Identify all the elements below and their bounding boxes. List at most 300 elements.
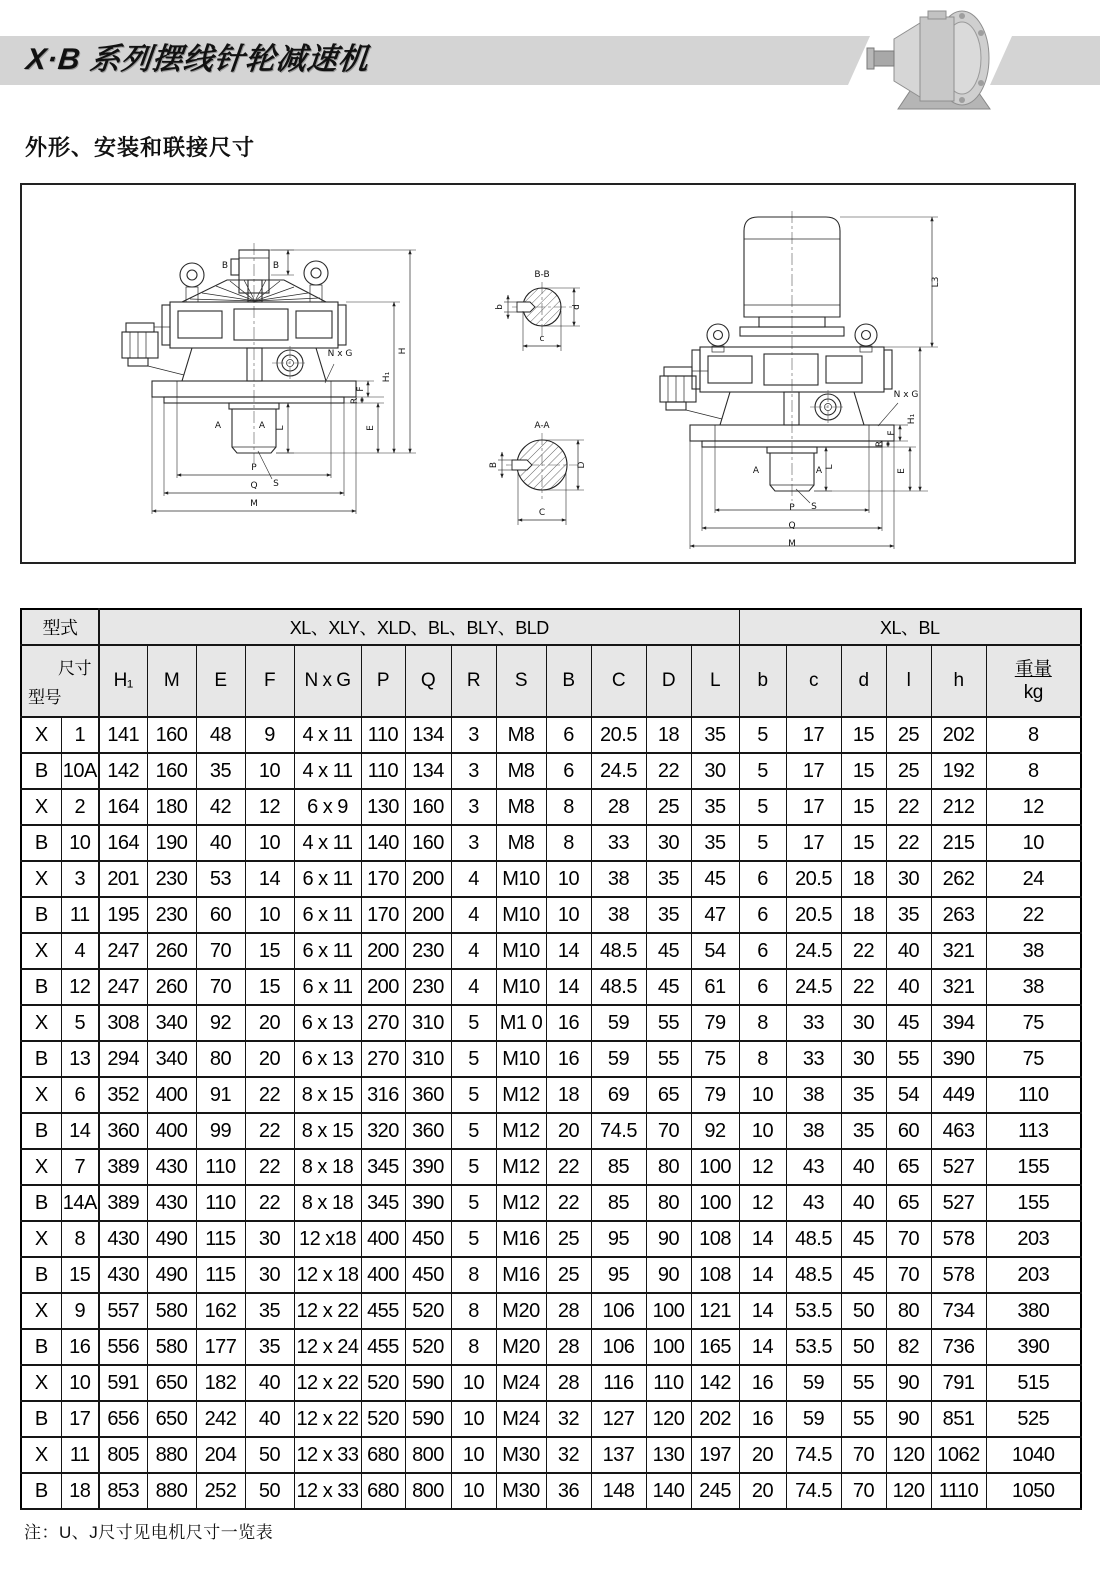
cell: 162 — [196, 1293, 245, 1329]
dim-label: A — [815, 466, 823, 476]
cell: 734 — [931, 1293, 986, 1329]
cell: 30 — [691, 753, 739, 789]
cell: 95 — [591, 1257, 646, 1293]
cell: M12 — [496, 1113, 546, 1149]
cell: 12 x 22 — [294, 1365, 361, 1401]
cell: 24.5 — [786, 969, 841, 1005]
dim-label: Q — [250, 481, 258, 491]
cell: 42 — [196, 789, 245, 825]
cell: 590 — [405, 1365, 451, 1401]
cell: 24 — [986, 861, 1081, 897]
cell: 8 — [451, 1329, 496, 1365]
cell: 45 — [841, 1221, 886, 1257]
cell: 262 — [931, 861, 986, 897]
cell: 40 — [196, 825, 245, 861]
col-header: H₁ — [99, 645, 147, 717]
cell: 215 — [931, 825, 986, 861]
cell: 6 — [739, 933, 786, 969]
cell: M20 — [496, 1293, 546, 1329]
cell: 15 — [841, 753, 886, 789]
footnote: 注：U、J尺寸见电机尺寸一览表 — [24, 1523, 274, 1542]
cell: M10 — [496, 861, 546, 897]
cell: 340 — [147, 1005, 196, 1041]
cell: 30 — [646, 825, 691, 861]
cell: 110 — [361, 753, 405, 789]
cell: 6 — [61, 1077, 99, 1113]
cell: 200 — [361, 969, 405, 1005]
cell: 35 — [245, 1293, 294, 1329]
cell: X — [21, 1149, 61, 1185]
cell: 43 — [786, 1149, 841, 1185]
cell: 180 — [147, 789, 196, 825]
cell: 8 — [739, 1005, 786, 1041]
table-row — [21, 1149, 1081, 1185]
cell: 5 — [451, 1185, 496, 1221]
cell: 390 — [931, 1041, 986, 1077]
cell: 164 — [99, 789, 147, 825]
col-header: D — [646, 645, 691, 717]
dim-label: H₁ — [382, 371, 392, 383]
cell: 202 — [931, 717, 986, 753]
cell: 45 — [646, 933, 691, 969]
cell: 20.5 — [591, 717, 646, 753]
banner-right-stripe — [990, 36, 1100, 85]
table-row — [21, 789, 1081, 825]
cell: 4 x 11 — [294, 717, 361, 753]
dim-label: c — [539, 334, 545, 344]
cell: 853 — [99, 1473, 147, 1509]
cell: M10 — [496, 969, 546, 1005]
cell: 120 — [646, 1401, 691, 1437]
cell: 30 — [886, 861, 931, 897]
cell: 54 — [691, 933, 739, 969]
cell: 18 — [546, 1077, 591, 1113]
table-row — [21, 897, 1081, 933]
cell: 400 — [147, 1077, 196, 1113]
col-header: d — [841, 645, 886, 717]
cell: X — [21, 789, 61, 825]
dim-label: B-B — [534, 270, 550, 280]
cell: M8 — [496, 789, 546, 825]
section-subtitle: 外形、安装和联接尺寸 — [25, 135, 256, 160]
cell: 14 — [739, 1293, 786, 1329]
cell: 113 — [986, 1113, 1081, 1149]
cell: 294 — [99, 1041, 147, 1077]
cell: 48.5 — [591, 969, 646, 1005]
cell: M8 — [496, 825, 546, 861]
cell: 192 — [931, 753, 986, 789]
cell: B — [21, 1473, 61, 1509]
cell: 70 — [196, 969, 245, 1005]
cell: 736 — [931, 1329, 986, 1365]
cell: 6 x 11 — [294, 969, 361, 1005]
cell: 35 — [646, 861, 691, 897]
dim-label: L — [276, 425, 286, 431]
cell: 55 — [646, 1005, 691, 1041]
dim-label: Q — [788, 521, 796, 531]
cell: 120 — [886, 1437, 931, 1473]
cell: 578 — [931, 1221, 986, 1257]
col-header: E — [196, 645, 245, 717]
cell: 32 — [546, 1401, 591, 1437]
cell: 450 — [405, 1257, 451, 1293]
cell: 5 — [451, 1005, 496, 1041]
cell: 360 — [99, 1113, 147, 1149]
cell: B — [21, 1329, 61, 1365]
cell: 38 — [591, 897, 646, 933]
cell: 308 — [99, 1005, 147, 1041]
cell: 95 — [591, 1221, 646, 1257]
dim-label: F — [887, 430, 897, 436]
cell: 30 — [245, 1221, 294, 1257]
cell: 455 — [361, 1293, 405, 1329]
table-row — [21, 861, 1081, 897]
cell: 38 — [986, 969, 1081, 1005]
cell: 800 — [405, 1437, 451, 1473]
cell: 30 — [841, 1041, 886, 1077]
dim-label: B — [272, 261, 280, 271]
cell: 5 — [739, 825, 786, 861]
cell: 263 — [931, 897, 986, 933]
cell: 12 — [986, 789, 1081, 825]
table-row — [21, 825, 1081, 861]
cell: 70 — [841, 1473, 886, 1509]
cell: 14 — [739, 1221, 786, 1257]
cell: 53 — [196, 861, 245, 897]
cell: 4 — [451, 933, 496, 969]
cell: 74.5 — [786, 1437, 841, 1473]
cell: 36 — [546, 1473, 591, 1509]
cell: 14 — [739, 1257, 786, 1293]
cell: 316 — [361, 1077, 405, 1113]
cell: 22 — [841, 933, 886, 969]
cell: 5 — [451, 1221, 496, 1257]
cell: 16 — [546, 1005, 591, 1041]
cell: 48.5 — [786, 1257, 841, 1293]
col-header: S — [496, 645, 546, 717]
cell: 22 — [841, 969, 886, 1005]
cell: B — [21, 969, 61, 1005]
dim-label: b — [495, 304, 505, 310]
dim-label: S — [811, 502, 817, 512]
cell: 90 — [646, 1221, 691, 1257]
cell: 6 x 9 — [294, 789, 361, 825]
cell: 15 — [61, 1257, 99, 1293]
cell: 35 — [841, 1113, 886, 1149]
cell: 170 — [361, 861, 405, 897]
cell: 25 — [546, 1257, 591, 1293]
cell: 5 — [61, 1005, 99, 1041]
cell: 20 — [546, 1113, 591, 1149]
cell: 40 — [841, 1185, 886, 1221]
cell: 591 — [99, 1365, 147, 1401]
cell: 390 — [405, 1149, 451, 1185]
cell: 15 — [841, 717, 886, 753]
cell: 13 — [61, 1041, 99, 1077]
cell: 50 — [841, 1293, 886, 1329]
cell: 6 x 13 — [294, 1041, 361, 1077]
dim-label: R — [875, 440, 885, 448]
cell: 50 — [245, 1437, 294, 1473]
dim-label: P — [251, 463, 257, 473]
cell: 14 — [739, 1329, 786, 1365]
cell: 110 — [196, 1149, 245, 1185]
cell: 5 — [451, 1149, 496, 1185]
cell: 590 — [405, 1401, 451, 1437]
cell: 160 — [147, 717, 196, 753]
cell: 345 — [361, 1185, 405, 1221]
cell: 160 — [405, 825, 451, 861]
cell: M30 — [496, 1437, 546, 1473]
cell: 70 — [646, 1113, 691, 1149]
cell: 85 — [591, 1149, 646, 1185]
cell: 8 — [986, 717, 1081, 753]
cell: 527 — [931, 1185, 986, 1221]
cell: M10 — [496, 933, 546, 969]
cell: M24 — [496, 1401, 546, 1437]
cell: 203 — [986, 1221, 1081, 1257]
weight-unit: kg — [1023, 682, 1043, 703]
cell: 28 — [546, 1293, 591, 1329]
cell: X — [21, 1221, 61, 1257]
cell: 35 — [886, 897, 931, 933]
cell: 69 — [591, 1077, 646, 1113]
cell: 10 — [451, 1365, 496, 1401]
cell: 557 — [99, 1293, 147, 1329]
cell: 6 — [739, 969, 786, 1005]
col-header: P — [361, 645, 405, 717]
cell: 5 — [451, 1041, 496, 1077]
cell: 851 — [931, 1401, 986, 1437]
cell: 260 — [147, 933, 196, 969]
cell: 6 x 13 — [294, 1005, 361, 1041]
cell: B — [21, 1257, 61, 1293]
cell: 100 — [691, 1149, 739, 1185]
cell: 22 — [245, 1185, 294, 1221]
cell: 22 — [986, 897, 1081, 933]
cell: 10A — [61, 753, 99, 789]
cell: 260 — [147, 969, 196, 1005]
cell: 7 — [61, 1149, 99, 1185]
cell: M16 — [496, 1221, 546, 1257]
dim-label: S — [273, 479, 279, 489]
cell: M12 — [496, 1077, 546, 1113]
cell: 115 — [196, 1221, 245, 1257]
cell: 321 — [931, 969, 986, 1005]
cell: 38 — [986, 933, 1081, 969]
cell: 9 — [61, 1293, 99, 1329]
col-header: M — [147, 645, 196, 717]
cell: 5 — [451, 1113, 496, 1149]
cell: 22 — [886, 789, 931, 825]
dim-label: E — [897, 468, 907, 474]
cell: 59 — [591, 1005, 646, 1041]
cell: 3 — [451, 825, 496, 861]
cell: 394 — [931, 1005, 986, 1041]
cell: 53.5 — [786, 1329, 841, 1365]
cell: 165 — [691, 1329, 739, 1365]
cell: 270 — [361, 1041, 405, 1077]
col-header: h — [931, 645, 986, 717]
cell: 580 — [147, 1329, 196, 1365]
cell: 140 — [361, 825, 405, 861]
cell: 60 — [196, 897, 245, 933]
cell: 197 — [691, 1437, 739, 1473]
cell: 35 — [691, 789, 739, 825]
dim-label: H — [398, 347, 408, 355]
cell: M30 — [496, 1473, 546, 1509]
cell: 28 — [591, 789, 646, 825]
cell: 8 — [546, 789, 591, 825]
cell: 4 — [61, 933, 99, 969]
cell: 127 — [591, 1401, 646, 1437]
cell: 79 — [691, 1005, 739, 1041]
cell: 12 — [245, 789, 294, 825]
dim-label: N x G — [893, 390, 919, 400]
cell: 490 — [147, 1221, 196, 1257]
cell: 22 — [646, 753, 691, 789]
cell: 14 — [546, 933, 591, 969]
cell: 3 — [451, 717, 496, 753]
cell: 35 — [691, 717, 739, 753]
cell: 203 — [986, 1257, 1081, 1293]
cell: 5 — [451, 1077, 496, 1113]
cell: 12 x 22 — [294, 1401, 361, 1437]
cell: 4 — [451, 969, 496, 1005]
table-row — [21, 1221, 1081, 1257]
cell: 9 — [245, 717, 294, 753]
cell: 24.5 — [786, 933, 841, 969]
cell: 202 — [691, 1401, 739, 1437]
cell: 24.5 — [591, 753, 646, 789]
cell: 99 — [196, 1113, 245, 1149]
cell: 8 x 18 — [294, 1185, 361, 1221]
cell: 230 — [147, 897, 196, 933]
cell: 650 — [147, 1401, 196, 1437]
cell: 6 — [739, 897, 786, 933]
cell: 5 — [739, 789, 786, 825]
cell: 43 — [786, 1185, 841, 1221]
cell: 92 — [691, 1113, 739, 1149]
cell: M16 — [496, 1257, 546, 1293]
cell: 35 — [691, 825, 739, 861]
dim-label: P — [789, 503, 795, 513]
table-row — [21, 1257, 1081, 1293]
dim-label: A — [214, 421, 222, 431]
cell: 14 — [61, 1113, 99, 1149]
dim-label: R — [350, 397, 360, 405]
cell: 22 — [245, 1113, 294, 1149]
table-row — [21, 1401, 1081, 1437]
cell: 6 x 11 — [294, 897, 361, 933]
cell: 108 — [691, 1257, 739, 1293]
cell: 15 — [245, 933, 294, 969]
cell: 14A — [61, 1185, 99, 1221]
cell: 12 x 33 — [294, 1473, 361, 1509]
cell: 35 — [646, 897, 691, 933]
cell: 6 — [739, 861, 786, 897]
table-row — [21, 1473, 1081, 1509]
cell: 247 — [99, 933, 147, 969]
cell: 100 — [691, 1185, 739, 1221]
cell: 90 — [886, 1365, 931, 1401]
cell: 242 — [196, 1401, 245, 1437]
cell: 75 — [986, 1005, 1081, 1041]
cell: 656 — [99, 1401, 147, 1437]
cell: 4 x 11 — [294, 825, 361, 861]
cell: 352 — [99, 1077, 147, 1113]
table-row — [21, 1293, 1081, 1329]
cell: 791 — [931, 1365, 986, 1401]
cell: B — [21, 753, 61, 789]
cell: 45 — [841, 1257, 886, 1293]
table-row — [21, 1185, 1081, 1221]
dim-label: H₁ — [907, 413, 917, 425]
cell: 6 x 11 — [294, 861, 361, 897]
cell: 578 — [931, 1257, 986, 1293]
cell: 121 — [691, 1293, 739, 1329]
cell: M8 — [496, 717, 546, 753]
cell: 5 — [739, 717, 786, 753]
cell: 65 — [886, 1149, 931, 1185]
table-row — [21, 969, 1081, 1005]
right-view-reducer-with-motor — [660, 211, 938, 549]
cell: 10 — [451, 1401, 496, 1437]
cell: 141 — [99, 717, 147, 753]
cell: 247 — [99, 969, 147, 1005]
cell: 45 — [886, 1005, 931, 1041]
cell: 14 — [546, 969, 591, 1005]
cell: 12 x 24 — [294, 1329, 361, 1365]
cell: 12 x18 — [294, 1221, 361, 1257]
cell: 230 — [147, 861, 196, 897]
cell: B — [21, 1113, 61, 1149]
engineering-drawing — [22, 185, 1074, 562]
cell: 10 — [61, 825, 99, 861]
cell: 880 — [147, 1473, 196, 1509]
table-row — [21, 1437, 1081, 1473]
cell: 17 — [786, 717, 841, 753]
cell: 389 — [99, 1149, 147, 1185]
cell: 230 — [405, 969, 451, 1005]
cell: 321 — [931, 933, 986, 969]
cell: 3 — [451, 753, 496, 789]
cell: 449 — [931, 1077, 986, 1113]
cell: 212 — [931, 789, 986, 825]
cell: B — [21, 1041, 61, 1077]
cell: 20 — [245, 1041, 294, 1077]
weight-label: 重量 — [1014, 659, 1052, 680]
cell: 1040 — [986, 1437, 1081, 1473]
cell: 8 x 15 — [294, 1113, 361, 1149]
cell: 25 — [886, 753, 931, 789]
cell: 16 — [739, 1365, 786, 1401]
cell: 520 — [405, 1329, 451, 1365]
table-row — [21, 1365, 1081, 1401]
cell: 48.5 — [591, 933, 646, 969]
cell: 10 — [546, 897, 591, 933]
cell: 450 — [405, 1221, 451, 1257]
cell: 650 — [147, 1365, 196, 1401]
cell: M10 — [496, 1041, 546, 1077]
dim-label: C — [538, 508, 546, 518]
cell: X — [21, 1293, 61, 1329]
cell: 10 — [61, 1365, 99, 1401]
col-header: L — [691, 645, 739, 717]
cell: 40 — [245, 1401, 294, 1437]
cell: 10 — [546, 861, 591, 897]
cell: 80 — [886, 1293, 931, 1329]
